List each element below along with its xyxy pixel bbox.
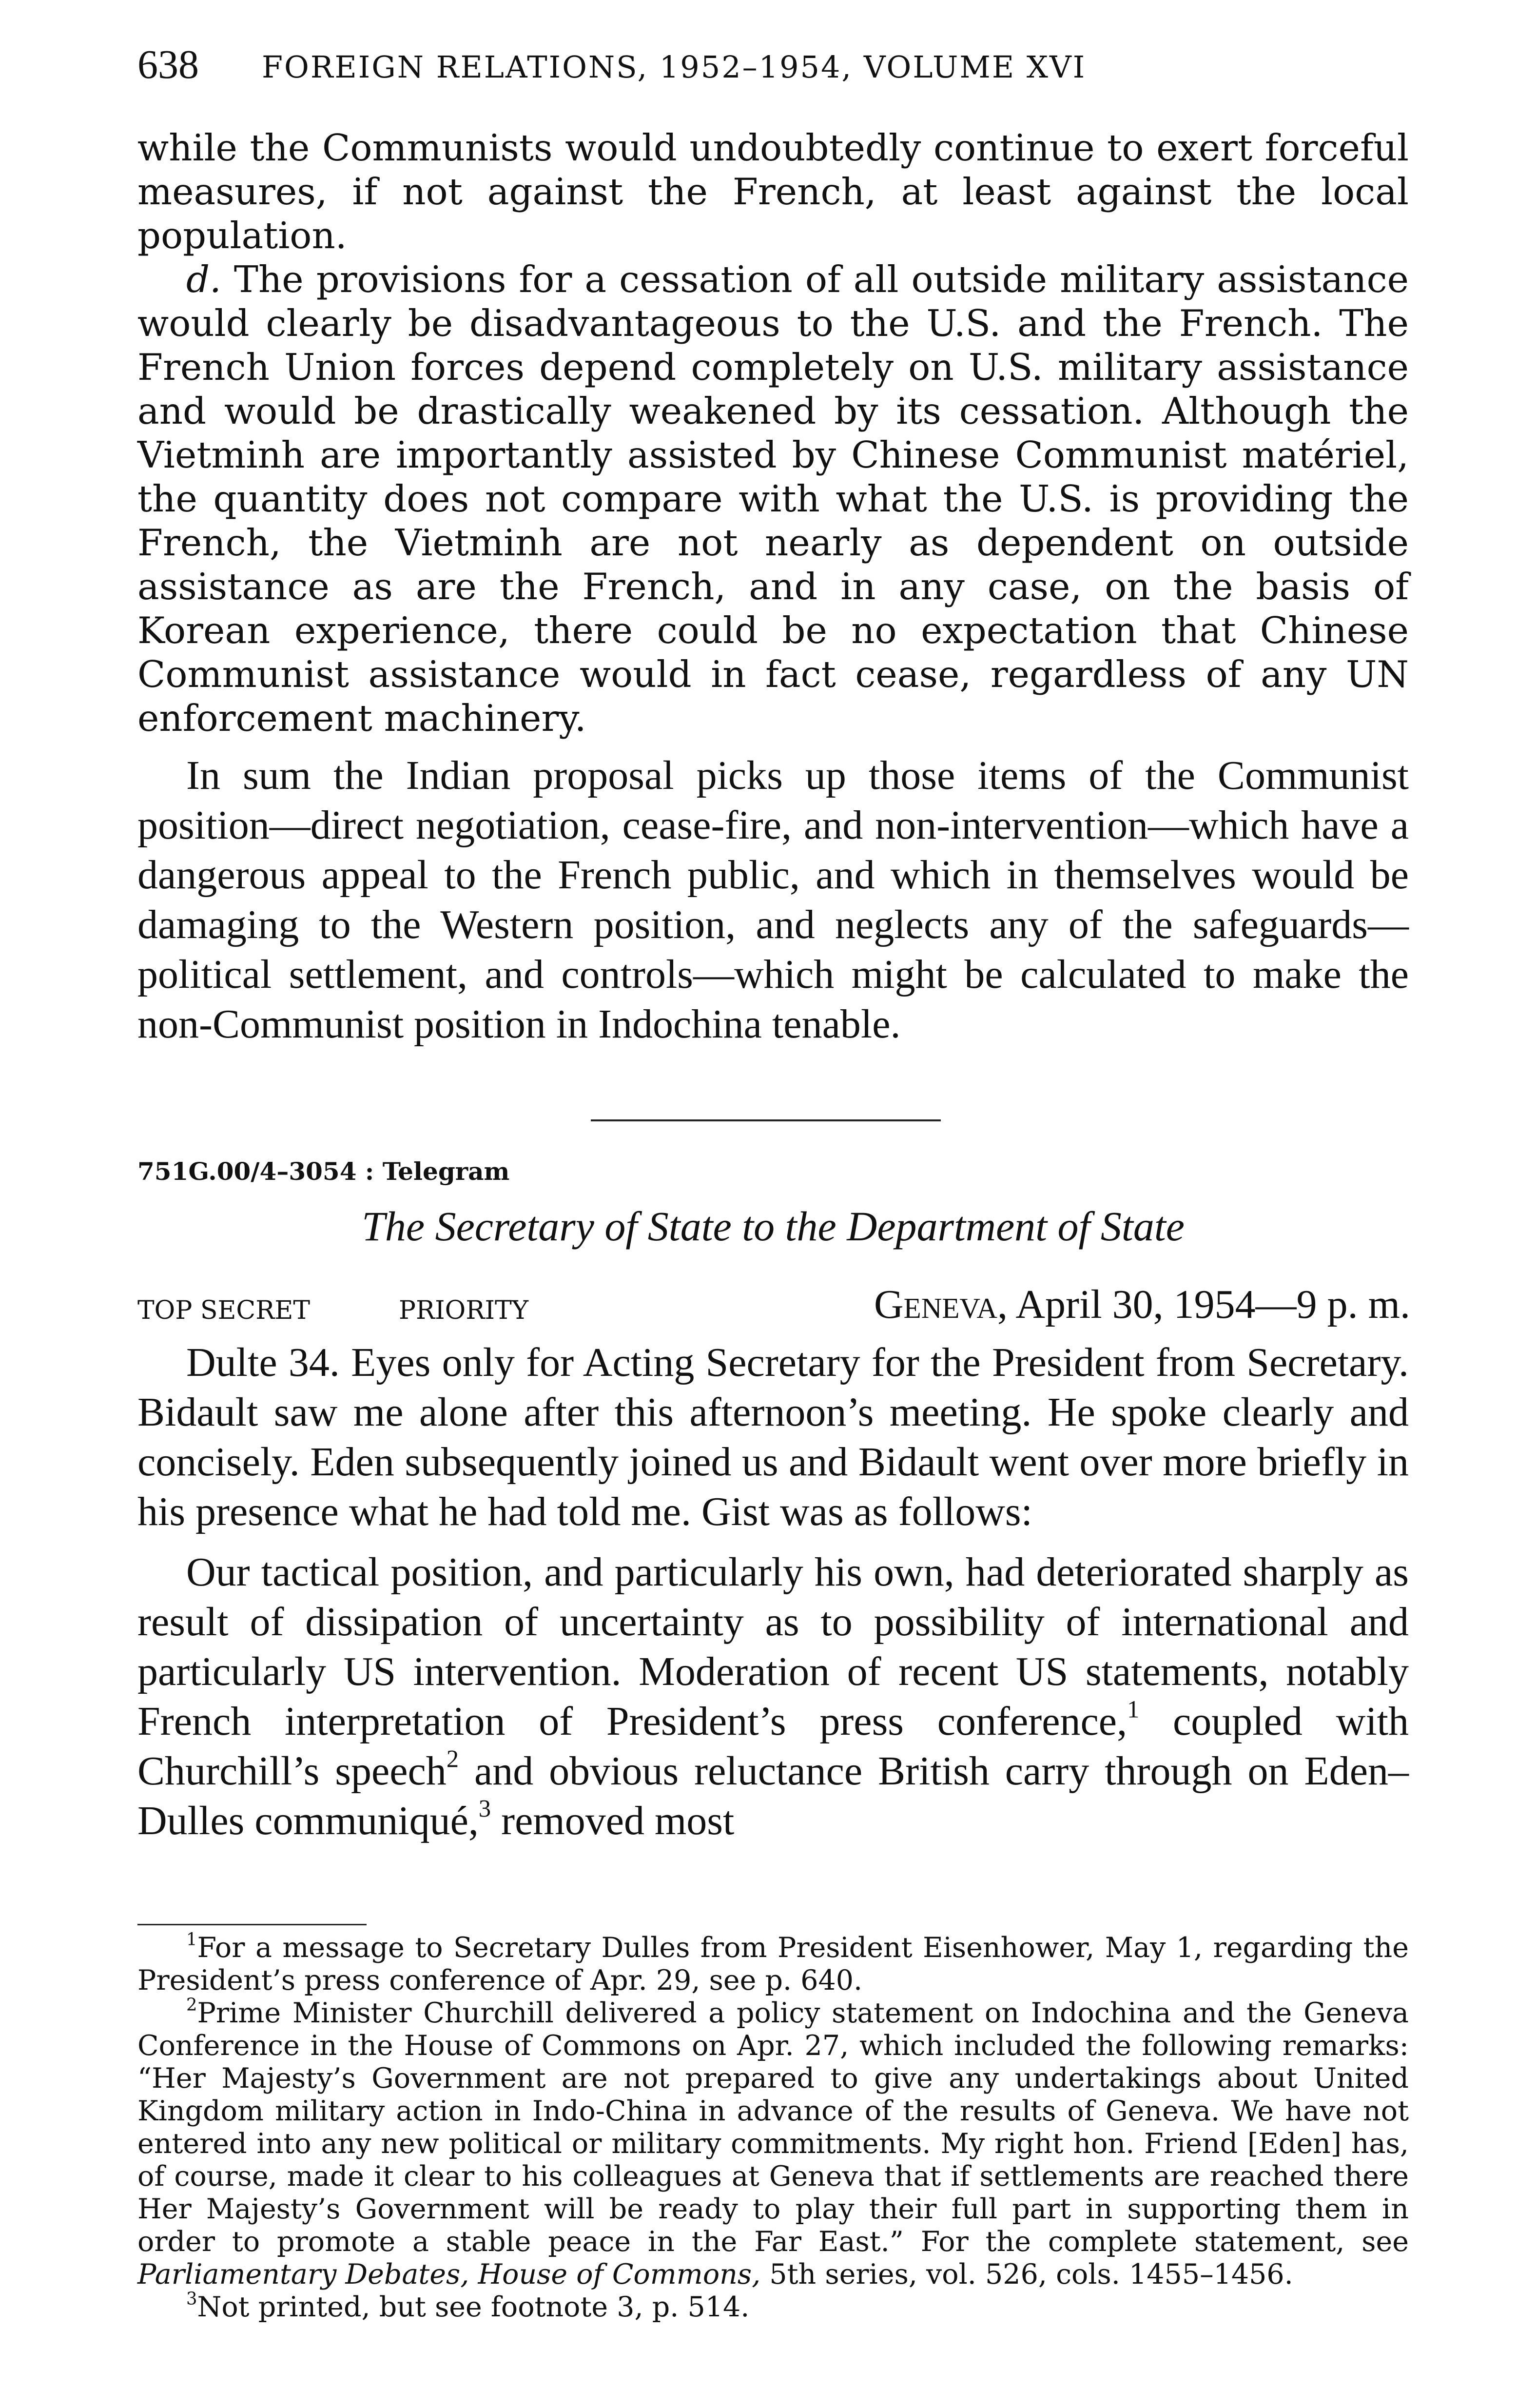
- footnote-ref-2[interactable]: 2: [446, 1745, 459, 1773]
- dateline: [874, 1277, 1410, 1332]
- classification: TOP SECRET: [137, 1296, 310, 1325]
- footnote-1: [137, 1929, 1409, 1997]
- page-number: 638: [137, 42, 199, 87]
- telegram-paragraph-1: Dulte 34. Eyes only for Acting Secretary for the President from Secretary. Bidault saw me alone after this afternoon’s meeting. He spoke clearly and concisely. Eden subsequently joined us and Bidault went over more briefly in his presence what he had told me. Gist was as follows:: [137, 1340, 1409, 1534]
- telegram-body: [137, 1338, 1409, 1846]
- footnote-text: For a message to Secretary Dulles from President Eisenhower, May 1, regarding the President’s press conference of Apr. 29, see p. 640.: [137, 1932, 1409, 1997]
- document-title: The Secretary of State to the Department of State: [362, 1203, 1185, 1250]
- footnote-marker: 3: [186, 2289, 197, 2309]
- continued-paragraph: while the Communists would undoubtedly continue to exert forceful measures, if not against the French, at least against the local population.: [137, 126, 1409, 257]
- point-d-label: d.: [186, 258, 221, 301]
- section-divider: [591, 1119, 941, 1121]
- continued-memo-text: [137, 126, 1409, 740]
- dateline-place: Geneva: [874, 1282, 997, 1327]
- footnote-text: Not printed, but see footnote 3, p. 514.: [197, 2291, 750, 2323]
- file-number: 751G.00/4–3054 : Telegram: [137, 1157, 510, 1186]
- footnote-marker: 1: [186, 1929, 197, 1950]
- precedence: PRIORITY: [399, 1296, 529, 1325]
- footnote-citation: Parliamentary Debates, House of Commons,: [137, 2258, 761, 2291]
- summary-paragraph-block: [137, 751, 1409, 1049]
- footnote-ref-3[interactable]: 3: [478, 1795, 491, 1822]
- footnote-marker: 2: [186, 1995, 197, 2015]
- footnote-text: Prime Minister Churchill delivered a policy statement on Indochina and the Geneva Conference in the House of Commons on Apr. 27, which included the following remarks: “Her Majesty’s Government are not prepared to give any undertakings about United Kingdom military action in Indo-China in advance of the results of Geneva. We have not entered into any new political or military commitments. My right hon. Friend [Eden] has, of course, made it clear to his colleagues at Geneva that if settlements are reached there Her Majesty’s Government will be ready to play their full part in supporting them in order to promote a stable peace in the Far East.” For the complete statement, see: [137, 1997, 1409, 2258]
- telegram-paragraph-2: Our tactical position, and particularly his own, had deteriorated sharply as result of dissipation of uncertainty as to possibility of international and particularly US intervention. Moderation of recent US statements, notably French interpretation of President’s press conference,$^1$ coupled with Churchill’s speech$^2$ and obvious reluctance British carry through on Eden–Dulles communiqué,$^3$ removed most: [137, 1549, 1409, 1843]
- footnote-ref-1[interactable]: 1: [1127, 1695, 1140, 1723]
- page-header: [137, 38, 1415, 97]
- summary-paragraph: In sum the Indian proposal picks up those items of the Communist position—direct negotiation, cease-fire, and non-intervention—which have a dangerous appeal to the French public, and which in themselves would be damaging to the Western position, and neglects any of the safeguards—political settlement, and controls—which might be calculated to make the non-Communist position in Indochina tenable.: [137, 753, 1409, 1047]
- dateline-date: , April 30, 1954—9 p. m.: [997, 1282, 1410, 1327]
- running-head: FOREIGN RELATIONS, 1952–1954, VOLUME XVI: [262, 49, 1087, 85]
- point-d-text: The provisions for a cessation of all outside military assistance would clearly be disadvantageous to the U.S. and the French. The French Union forces depend completely on U.S. military assistance and would be drastically weakened by its cessation. Although the Vietminh are importantly assisted by Chinese Communist matériel, the quantity does not compare with what the U.S. is providing the French, the Vietminh are not nearly as dependent on outside assistance as are the French, and in any case, on the basis of Korean experience, there could be no expectation that Chinese Communist assistance would in fact cease, regardless of any UN enforcement machinery.: [137, 258, 1409, 740]
- footnote-2: [137, 1997, 1409, 2291]
- footnotes: [137, 1929, 1409, 2324]
- point-d-paragraph: [137, 257, 1409, 740]
- footnote-divider: [137, 1924, 367, 1925]
- footnote-text: 5th series, vol. 526, cols. 1455–1456.: [760, 2258, 1293, 2291]
- footnote-3: [137, 2291, 1409, 2324]
